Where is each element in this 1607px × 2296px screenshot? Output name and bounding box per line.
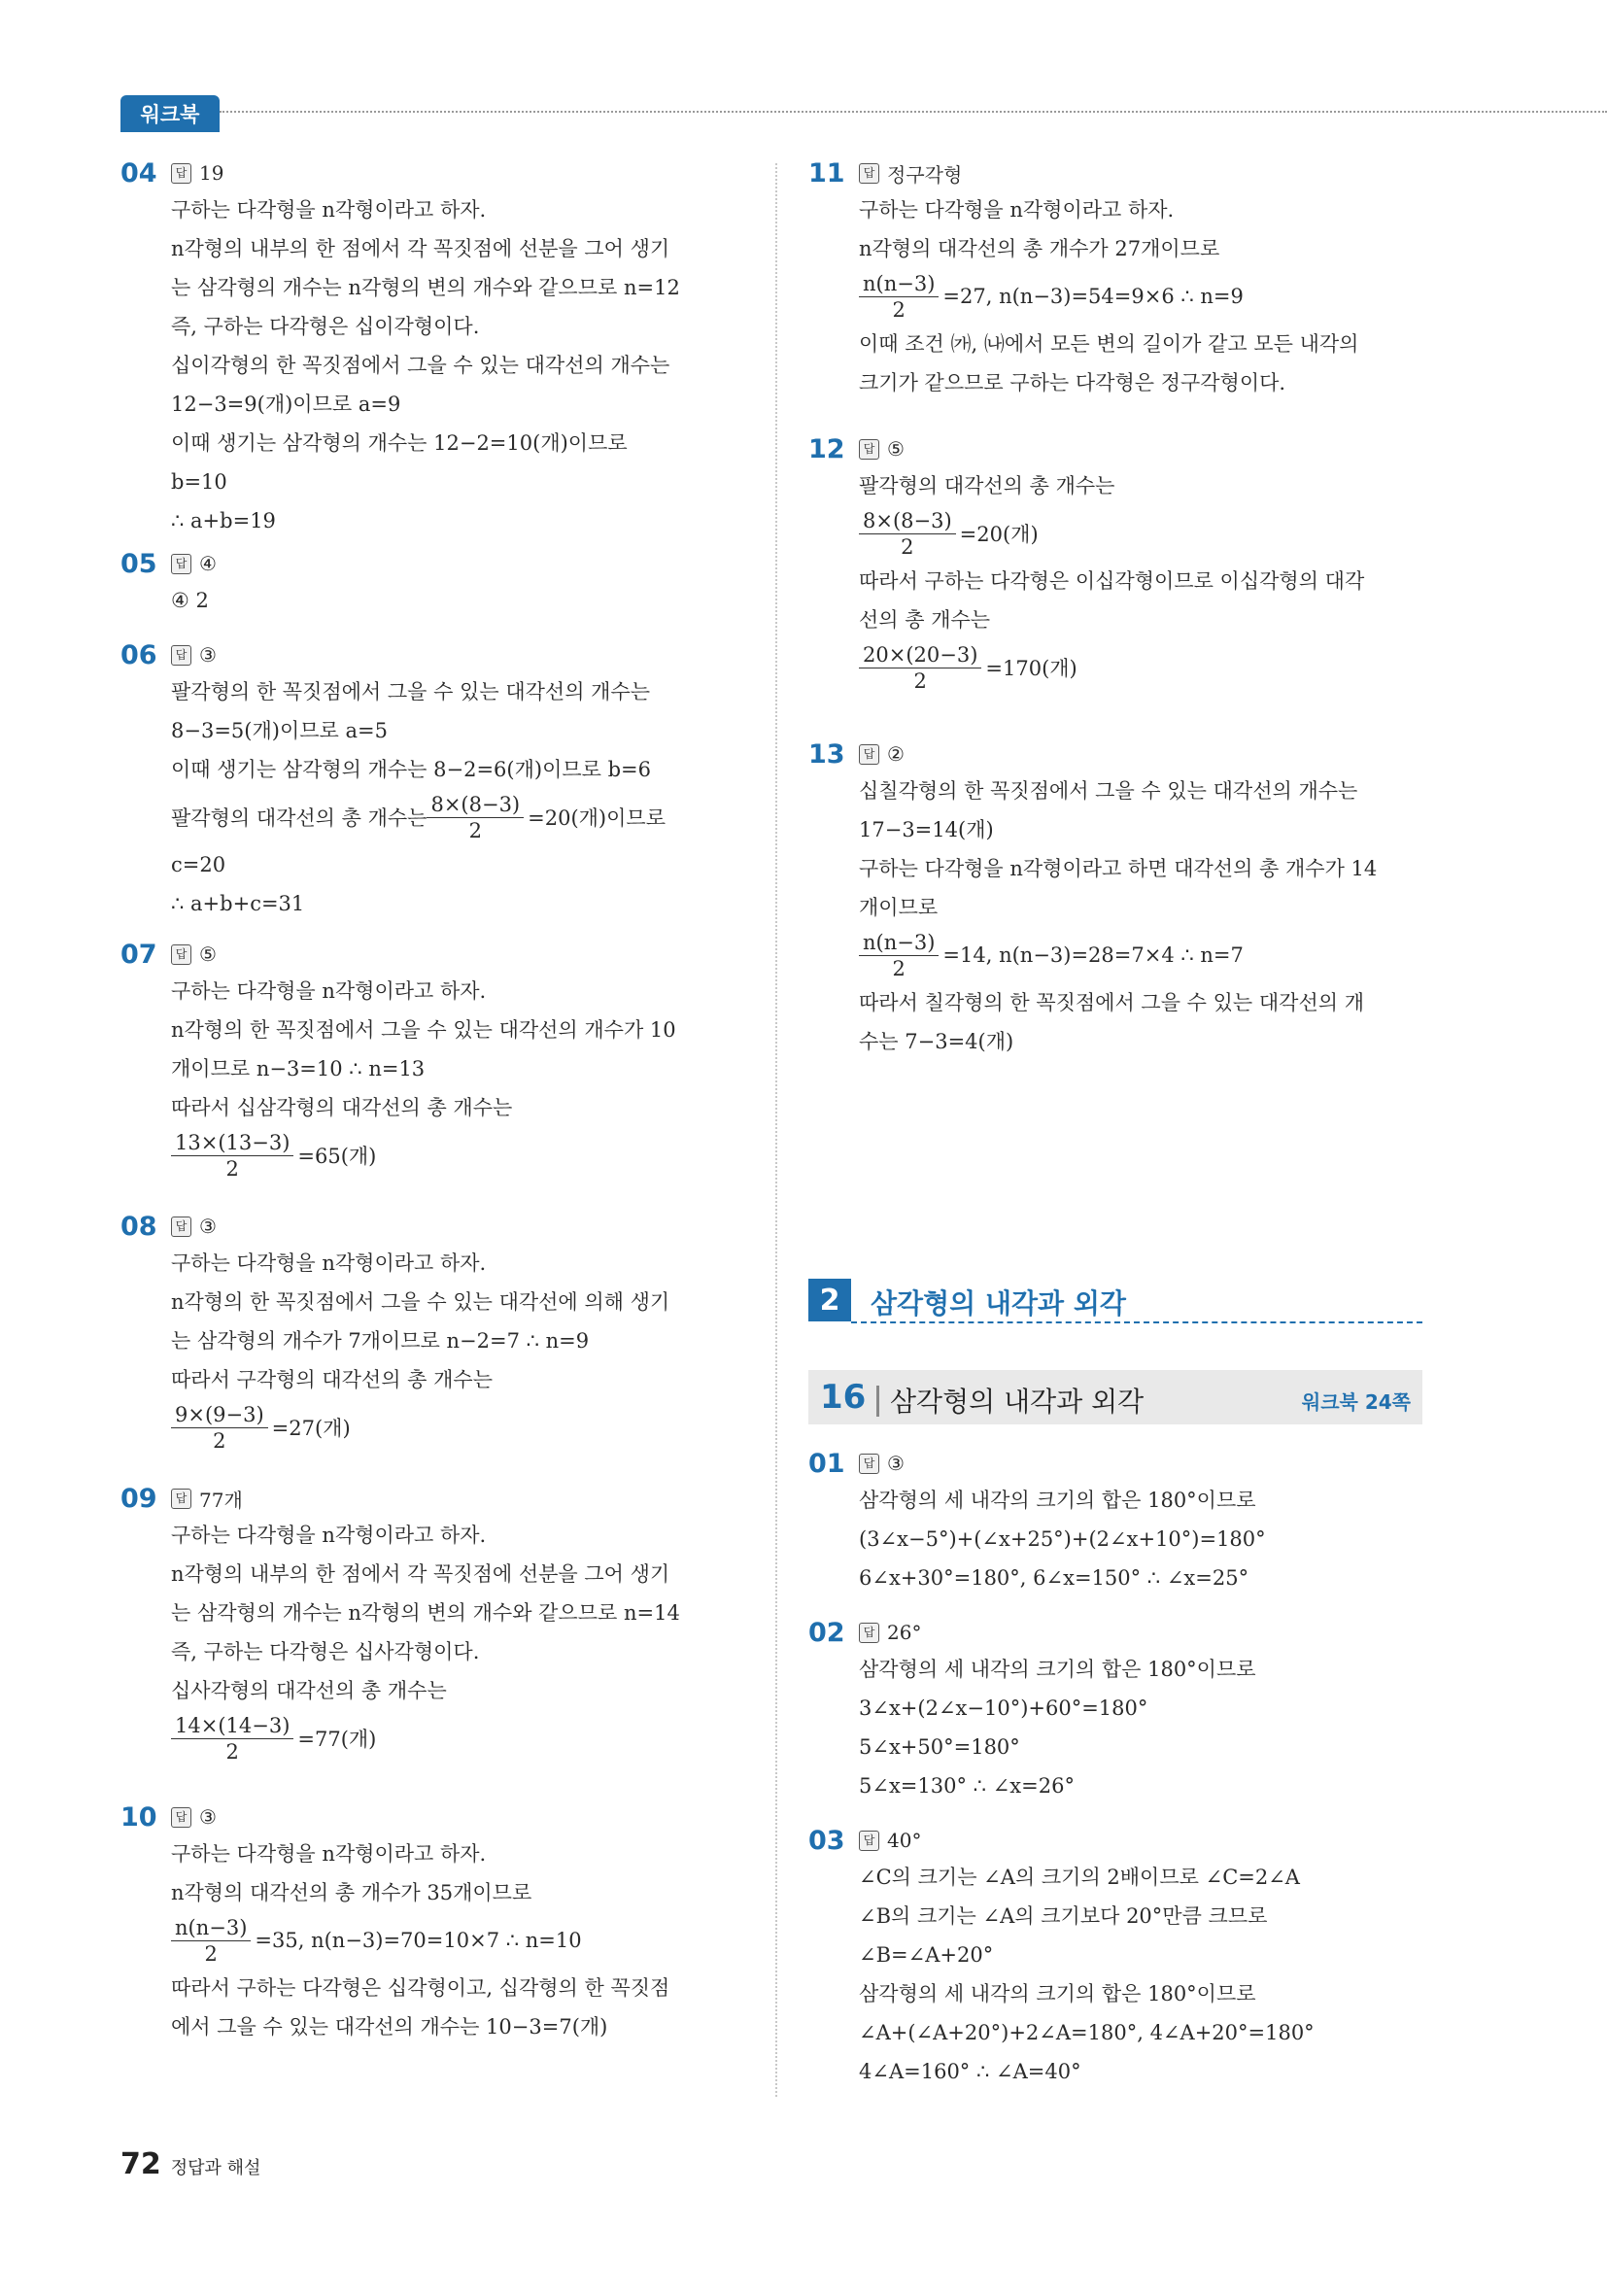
denominator: 2 [892,956,906,980]
fraction [859,508,956,560]
problem-number: 05 [120,548,157,579]
answer-icon: 답 [171,554,191,574]
answer-value: ③ [199,1805,217,1829]
answer-value: 정구각형 [887,162,963,187]
solution-line: ∴ a+b=19 [171,509,276,532]
answer-icon: 답 [859,744,879,765]
solution-line: 즉, 구하는 다각형은 십사각형이다. [171,1640,480,1663]
problem-number: 09 [120,1483,157,1514]
problem-number: 12 [808,433,845,464]
solution-line: 팔각형의 한 꼭짓점에서 그을 수 있는 대각선의 개수는 [171,680,651,703]
problem-10 [120,1799,742,2052]
solution-line: 구하는 다각형을 n각형이라고 하자. [171,1524,487,1547]
solution-line: 삼각형의 세 내각의 크기의 합은 180°이므로 [859,1658,1256,1681]
solution-line: 8−3=5(개)이므로 a=5 [171,719,388,742]
fraction-suffix: =35, n(n−3)=70=10×7 ∴ n=10 [255,1929,582,1952]
fraction-line [171,1399,742,1456]
solution-line: 수는 7−3=4(개) [859,1030,1014,1053]
problem-12 [808,431,1430,719]
lesson-title: 삼각형의 내각과 외각 [890,1386,1145,1418]
fraction-suffix: =20(개) [959,523,1039,546]
answer-icon: 답 [171,1807,191,1828]
answer-value: ⑤ [887,437,905,461]
fraction [859,271,939,323]
answer-icon: 답 [859,439,879,460]
fraction [171,1915,251,1967]
solution-line: 따라서 십삼각형의 대각선의 총 개수는 [171,1096,513,1119]
solution-line: 크기가 같으므로 구하는 다각형은 정구각형이다. [859,371,1286,394]
solution-line: 개이므로 n−3=10 ∴ n=13 [171,1057,426,1080]
solution-line: n각형의 내부의 한 점에서 각 꼭짓점에 선분을 그어 생기 [171,1562,670,1586]
solution-line: 구하는 다각형을 n각형이라고 하자. [859,198,1175,222]
answer-value: 26° [887,1621,922,1644]
problem-number: 10 [120,1801,157,1833]
problem-number: 07 [120,939,157,970]
fraction-line [859,505,1430,562]
solution-line: b=10 [171,470,227,494]
solution-line: ∠A+(∠A+20°)+2∠A=180°, 4∠A+20°=180° [859,2021,1315,2044]
fraction-suffix: =14, n(n−3)=28=7×4 ∴ n=7 [942,943,1244,967]
fraction [171,1402,268,1454]
solution-line: 이때 생기는 삼각형의 개수는 12−2=10(개)이므로 [171,431,628,455]
fraction-line [859,639,1430,696]
denominator: 2 [225,1739,239,1764]
problem-number: 06 [120,639,157,670]
header-dotted-line [220,111,1607,113]
solution-line: 삼각형의 세 내각의 크기의 합은 180°이므로 [859,1489,1256,1512]
solution-line: ∠C의 크기는 ∠A의 크기의 2배이므로 ∠C=2∠A [859,1866,1300,1889]
denominator: 2 [913,668,927,693]
solution-line: 구하는 다각형을 n각형이라고 하자. [171,979,487,1003]
problem-03 [808,1823,1430,2091]
denominator: 2 [901,534,914,559]
problem-number: 03 [808,1825,845,1856]
lesson-page-ref: 워크북 24쪽 [1301,1390,1411,1414]
problem-number: 04 [120,157,157,188]
solution-line: n각형의 대각선의 총 개수가 27개이므로 [859,237,1220,260]
numerator: 9×(9−3) [171,1402,268,1428]
numerator: 14×(14−3) [171,1713,293,1739]
problem-number: 11 [808,157,845,188]
solution-line: 따라서 구하는 다각형은 이십각형이므로 이십각형의 대각 [859,569,1365,593]
solution-line: 17−3=14(개) [859,818,994,841]
numerator: n(n−3) [171,1915,251,1941]
fraction-line [859,268,1430,325]
numerator: 13×(13−3) [171,1130,293,1156]
solution-line: 십이각형의 한 꼭짓점에서 그을 수 있는 대각선의 개수는 [171,354,670,377]
page-number: 72 [120,2147,161,2181]
fraction [171,1130,293,1182]
denominator: 2 [468,818,482,842]
solution-line: 십사각형의 대각선의 총 개수는 [171,1679,447,1702]
right-column [808,155,1430,1084]
solution-line: ④ 2 [171,589,209,612]
solution-line: c=20 [171,853,226,876]
lesson-number: 16 [820,1378,867,1417]
solution-line: 십칠각형의 한 꼭짓점에서 그을 수 있는 대각선의 개수는 [859,779,1358,803]
problem-01 [808,1446,1430,1597]
solution-line: 구하는 다각형을 n각형이라고 하자. [171,1842,487,1866]
fraction [859,930,939,981]
solution-line: 따라서 구각형의 대각선의 총 개수는 [171,1368,493,1391]
solution-line: 구하는 다각형을 n각형이라고 하자. [171,1251,487,1275]
solution-line: (3∠x−5°)+(∠x+25°)+(2∠x+10°)=180° [859,1527,1266,1551]
solution-line: n각형의 한 꼭짓점에서 그을 수 있는 대각선에 의해 생기 [171,1290,670,1314]
page-label: 정답과 해설 [170,2158,261,2178]
solution-line: 는 삼각형의 개수가 7개이므로 n−2=7 ∴ n=9 [171,1329,590,1353]
page-footer [120,2147,260,2181]
answer-icon: 답 [171,944,191,965]
workbook-tag: 워크북 [120,95,220,132]
problem-number: 08 [120,1211,157,1242]
lesson-separator [876,1386,879,1417]
section-title: 삼각형의 내각과 외각 [871,1287,1126,1319]
column-divider [775,163,777,2097]
solution-line: 5∠x=130° ∴ ∠x=26° [859,1774,1075,1798]
problem-08 [120,1209,742,1463]
fraction-line [171,1710,742,1766]
answer-value: ③ [199,643,217,667]
fraction-suffix: =20(개)이므로 [528,806,666,830]
answer-value: 19 [199,161,224,185]
section-number: 2 [808,1279,851,1321]
answer-value: 77개 [199,1488,243,1512]
fraction-line [859,927,1430,983]
fraction-suffix: =65(개) [297,1145,377,1168]
problem-06 [120,637,742,919]
numerator: n(n−3) [859,930,939,956]
problem-05 [120,546,742,620]
answer-icon: 답 [171,1489,191,1509]
numerator: 8×(8−3) [859,508,956,534]
fraction-suffix: =27, n(n−3)=54=9×6 ∴ n=9 [942,285,1244,308]
problem-number: 01 [808,1448,845,1479]
answer-value: ③ [887,1452,905,1475]
fraction-suffix: =170(개) [985,657,1077,680]
fraction-line [171,1912,742,1969]
fraction-line [171,1127,742,1183]
solution-line: ∠B=∠A+20° [859,1943,994,1967]
denominator: 2 [225,1156,239,1181]
fraction-suffix: =27(개) [271,1417,351,1440]
problem-04 [120,155,742,532]
problem-number: 02 [808,1617,845,1648]
fraction [427,792,524,843]
solution-line: 따라서 칠각형의 한 꼭짓점에서 그을 수 있는 대각선의 개 [859,991,1364,1014]
lesson-header [808,1370,1422,1424]
problem-11 [808,155,1430,414]
answer-value: ⑤ [199,942,217,966]
solution-line: ∴ a+b+c=31 [171,892,305,915]
solution-line: 구하는 다각형을 n각형이라고 하면 대각선의 총 개수가 14 [859,857,1378,880]
solution-line: 3∠x+(2∠x−10°)+60°=180° [859,1696,1148,1720]
fraction [859,642,981,694]
solution-line: 선의 총 개수는 [859,608,991,632]
problem-09 [120,1481,742,1782]
solution-line: n각형의 대각선의 총 개수가 35개이므로 [171,1881,532,1904]
numerator: 8×(8−3) [427,792,524,818]
solution-line: 4∠A=160° ∴ ∠A=40° [859,2060,1081,2083]
answer-value: ② [887,742,905,766]
solution-line: 팔각형의 대각선의 총 개수는 [859,474,1115,497]
section-header [808,1279,1422,1321]
solution-line: n각형의 내부의 한 점에서 각 꼭짓점에 선분을 그어 생기 [171,237,670,260]
fraction-prefix: 팔각형의 대각선의 총 개수는 [171,806,427,830]
solution-line: 삼각형의 세 내각의 크기의 합은 180°이므로 [859,1982,1256,2005]
solution-line: ∠B의 크기는 ∠A의 크기보다 20°만큼 크므로 [859,1904,1268,1928]
numerator: n(n−3) [859,271,939,297]
answer-icon: 답 [859,1454,879,1474]
fraction-line [171,789,742,845]
problem-13 [808,737,1430,1067]
solution-line: 따라서 구하는 다각형은 십각형이고, 십각형의 한 꼭짓점 [171,1976,670,2000]
solution-line: 이때 조건 ㈎, ㈏에서 모든 변의 길이가 같고 모든 내각의 [859,332,1359,356]
answer-icon: 답 [859,1831,879,1851]
answer-value: 40° [887,1829,922,1852]
answer-value: ③ [199,1215,217,1238]
solution-line: 는 삼각형의 개수는 n각형의 변의 개수와 같으므로 n=12 [171,276,680,299]
solution-line: 즉, 구하는 다각형은 십이각형이다. [171,315,480,338]
solution-line: n각형의 한 꼭짓점에서 그을 수 있는 대각선의 개수가 10 [171,1018,676,1042]
solution-line: 6∠x+30°=180°, 6∠x=150° ∴ ∠x=25° [859,1566,1249,1590]
answer-icon: 답 [171,1217,191,1237]
left-column [120,155,742,2070]
problem-number: 13 [808,738,845,770]
solution-line: 개이므로 [859,896,939,919]
answer-icon: 답 [859,1623,879,1643]
section-underline [851,1321,1422,1323]
solution-line: 5∠x+50°=180° [859,1735,1020,1759]
solution-line: 구하는 다각형을 n각형이라고 하자. [171,198,487,222]
answer-icon: 답 [171,645,191,666]
solution-line: 12−3=9(개)이므로 a=9 [171,393,401,416]
problem-02 [808,1615,1430,1805]
numerator: 20×(20−3) [859,642,981,668]
fraction-suffix: =77(개) [297,1728,377,1751]
answer-icon: 답 [171,163,191,184]
answer-icon: 답 [859,163,879,184]
solution-line: 는 삼각형의 개수는 n각형의 변의 개수와 같으므로 n=14 [171,1601,680,1625]
answer-value: ④ [199,552,217,575]
denominator: 2 [213,1428,226,1453]
fraction [171,1713,293,1765]
denominator: 2 [204,1941,218,1966]
solution-line: 이때 생기는 삼각형의 개수는 8−2=6(개)이므로 b=6 [171,758,652,781]
denominator: 2 [892,297,906,322]
problem-07 [120,937,742,1191]
solution-line: 에서 그을 수 있는 대각선의 개수는 10−3=7(개) [171,2015,608,2039]
lesson-column [808,1446,1430,2108]
